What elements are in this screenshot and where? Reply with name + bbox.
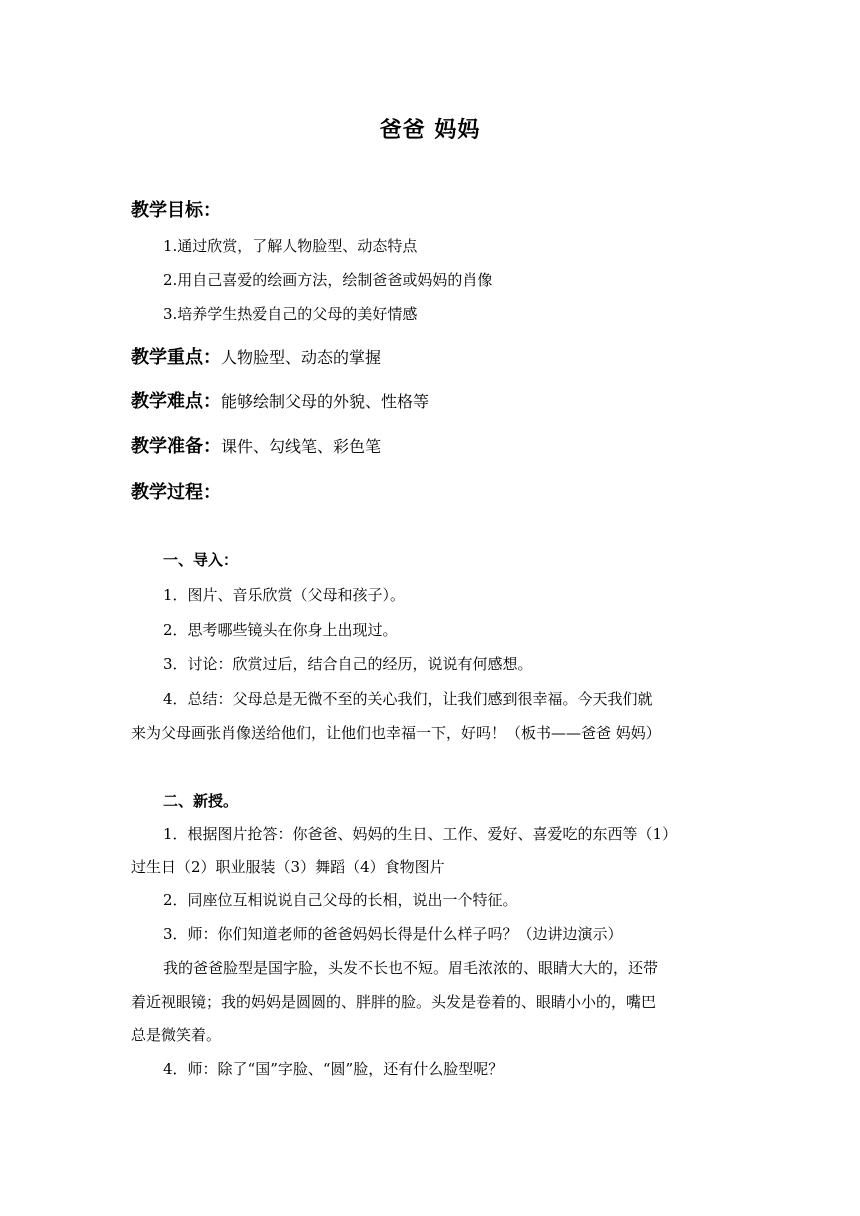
paragraph-line: 我的爸爸脸型是国字脸，头发不长也不短。眉毛浓浓的、眼睛大大的，还带: [163, 959, 659, 977]
section-title: 一、导入：: [163, 551, 239, 569]
preparation-value: 课件、勾线笔、彩色笔: [221, 437, 382, 456]
objective-item: 2.用自己喜爱的绘画方法，绘制爸爸或妈妈的肖像: [163, 271, 493, 289]
key-point-label: 教学重点：: [131, 347, 221, 368]
difficulty-label: 教学难点：: [131, 391, 221, 412]
objectives-heading: 教学目标：: [131, 200, 221, 221]
preparation: [131, 432, 381, 458]
paragraph-line: 1．图片、音乐欣赏（父母和孩子）。: [163, 586, 406, 604]
paragraph-line: 4．师：除了“国”字脸、“圆”脸，还有什么脸型呢？: [163, 1060, 504, 1078]
section-title: 二、新授。: [163, 792, 239, 810]
paragraph-line: 2．同座位互相说说自己父母的长相，说出一个特征。: [163, 891, 518, 909]
paragraph-line: 4．总结：父母总是无微不至的关心我们，让我们感到很幸福。今天我们就: [163, 690, 653, 708]
difficulty-value: 能够绘制父母的外貌、性格等: [221, 392, 430, 411]
paragraph-line: 1．根据图片抢答：你爸爸、妈妈的生日、工作、爱好、喜爱吃的东西等（1）: [163, 825, 678, 843]
process-heading: 教学过程：: [131, 482, 221, 503]
key-point: [131, 343, 381, 369]
preparation-label: 教学准备：: [131, 436, 221, 457]
page-title: 爸爸 妈妈: [379, 118, 481, 143]
difficulty-point: [131, 387, 429, 413]
paragraph-line: 过生日（2）职业服装（3）舞蹈（4）食物图片: [131, 858, 445, 876]
paragraph-line: 总是微笑着。: [131, 1026, 222, 1044]
paragraph-line: 3．讨论：欣赏过后，结合自己的经历，说说有何感想。: [163, 655, 533, 673]
objective-item: 3.培养学生热爱自己的父母的美好情感: [163, 305, 418, 323]
paragraph-line: 3．师：你们知道老师的爸爸妈妈长得是什么样子吗？（边讲边演示）: [163, 925, 623, 943]
paragraph-line: 来为父母画张肖像送给他们，让他们也幸福一下，好吗！（板书——爸爸 妈妈）: [131, 724, 661, 742]
key-point-value: 人物脸型、动态的掌握: [221, 348, 382, 367]
paragraph-line: 着近视眼镜；我的妈妈是圆圆的、胖胖的脸。头发是卷着的、眼睛小小的，嘴巴: [131, 993, 657, 1011]
paragraph-line: 2．思考哪些镜头在你身上出现过。: [163, 621, 398, 639]
objective-item: 1.通过欣赏，了解人物脸型、动态特点: [163, 237, 418, 255]
